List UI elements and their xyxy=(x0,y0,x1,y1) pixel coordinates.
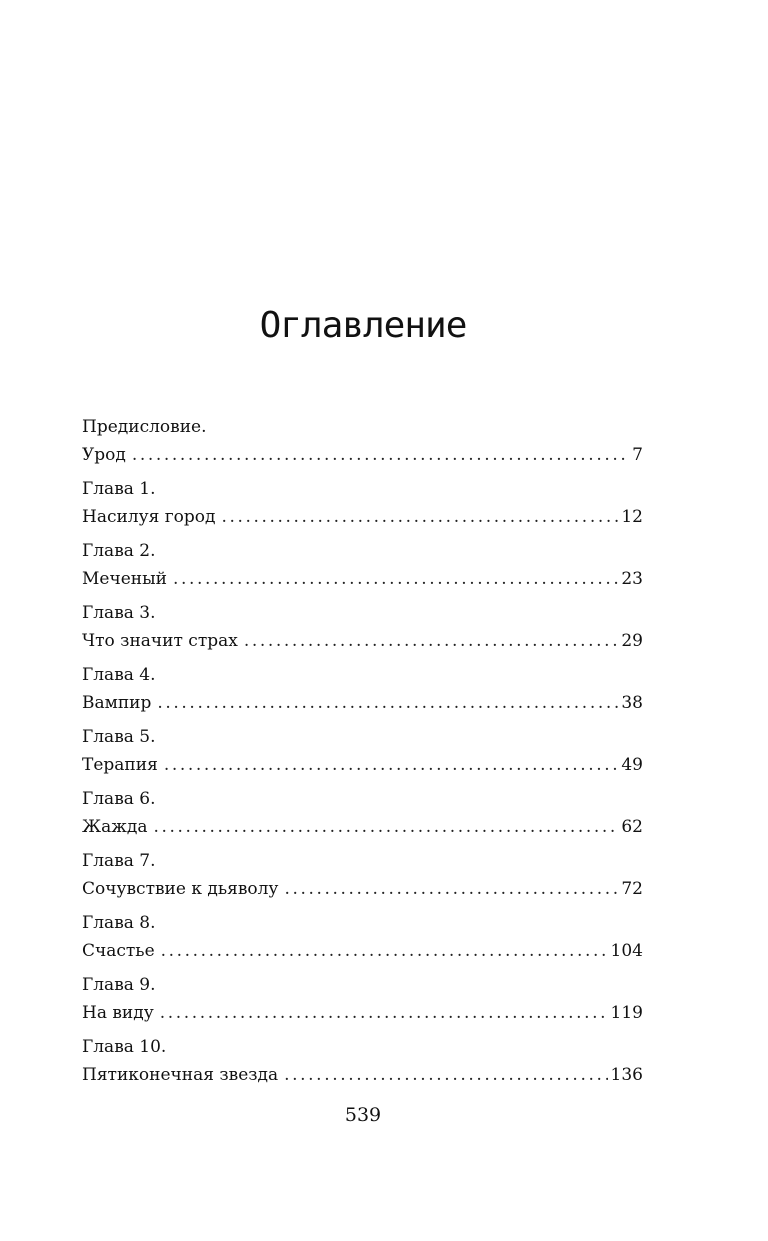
toc-entry-chapter: Глава 1. xyxy=(82,479,156,499)
page-number: 539 xyxy=(344,1104,382,1126)
toc-entry-chapter-8 xyxy=(82,909,643,971)
toc-entry-title: Терапия xyxy=(82,755,158,775)
toc-entry-title: Насилуя город xyxy=(82,507,216,527)
dot-leader xyxy=(153,813,618,841)
dot-leader xyxy=(132,441,629,469)
toc-entry-title: Что значит страх xyxy=(82,631,238,651)
toc-entry-page: 12 xyxy=(621,507,643,527)
dot-leader xyxy=(221,503,618,531)
toc-entry-chapter: Глава 8. xyxy=(82,913,156,933)
toc-entry-chapter: Глава 2. xyxy=(82,541,156,561)
toc-entry-chapter: Глава 10. xyxy=(82,1037,167,1057)
toc-entry-chapter: Глава 6. xyxy=(82,789,156,809)
dot-leader xyxy=(284,875,618,903)
toc-entry-title: Сочувствие к дьяволу xyxy=(82,879,279,899)
toc-entry-row xyxy=(82,1061,643,1089)
toc-entry-chapter-5 xyxy=(82,723,643,785)
toc-entry-row xyxy=(82,627,643,655)
toc-entry-row xyxy=(82,937,643,965)
toc-entry-chapter: Глава 9. xyxy=(82,975,156,995)
toc-entry-page: 23 xyxy=(621,569,643,589)
dot-leader xyxy=(160,999,608,1027)
toc-entry-row xyxy=(82,813,643,841)
toc-entry-title: Пятиконечная звезда xyxy=(82,1065,279,1085)
toc-entry-row xyxy=(82,689,643,717)
toc-entry-page: 29 xyxy=(621,631,643,651)
dot-leader xyxy=(244,627,619,655)
toc-entry-page: 38 xyxy=(621,693,643,713)
toc-entry-page: 119 xyxy=(610,1003,643,1023)
toc-entry-chapter: Глава 3. xyxy=(82,603,156,623)
toc-entry-page: 136 xyxy=(610,1065,643,1085)
page-title: Оглавление xyxy=(259,305,467,346)
toc-entry-chapter-7 xyxy=(82,847,643,909)
toc-entry-page: 49 xyxy=(621,755,643,775)
toc-entry-chapter-2 xyxy=(82,537,643,599)
toc-entry-preface xyxy=(82,413,643,475)
toc-entry-page: 7 xyxy=(632,445,643,465)
toc-entry-row xyxy=(82,751,643,779)
toc-entry-page: 62 xyxy=(621,817,643,837)
toc-entry-row xyxy=(82,503,643,531)
toc-entry-chapter-9 xyxy=(82,971,643,1033)
toc-entry-title: Жажда xyxy=(82,817,148,837)
dot-leader xyxy=(161,937,608,965)
table-of-contents xyxy=(82,413,643,1095)
toc-entry-row xyxy=(82,565,643,593)
toc-entry-chapter-10 xyxy=(82,1033,643,1095)
toc-entry-chapter: Предисловие. xyxy=(82,417,207,437)
dot-leader xyxy=(157,689,618,717)
toc-entry-row xyxy=(82,999,643,1027)
toc-entry-chapter: Глава 5. xyxy=(82,727,156,747)
toc-entry-page: 72 xyxy=(621,879,643,899)
toc-entry-chapter-3 xyxy=(82,599,643,661)
toc-entry-title: На виду xyxy=(82,1003,154,1023)
toc-entry-chapter-6 xyxy=(82,785,643,847)
toc-entry-title: Меченый xyxy=(82,569,167,589)
toc-entry-chapter: Глава 4. xyxy=(82,665,156,685)
dot-leader xyxy=(284,1061,607,1089)
toc-entry-page: 104 xyxy=(610,941,643,961)
toc-entry-chapter-1 xyxy=(82,475,643,537)
dot-leader xyxy=(164,751,619,779)
dot-leader xyxy=(173,565,618,593)
toc-entry-row xyxy=(82,441,643,469)
toc-entry-title: Вампир xyxy=(82,693,152,713)
toc-entry-chapter: Глава 7. xyxy=(82,851,156,871)
toc-entry-title: Урод xyxy=(82,445,126,465)
toc-entry-row xyxy=(82,875,643,903)
toc-entry-chapter-4 xyxy=(82,661,643,723)
toc-entry-title: Счастье xyxy=(82,941,155,961)
